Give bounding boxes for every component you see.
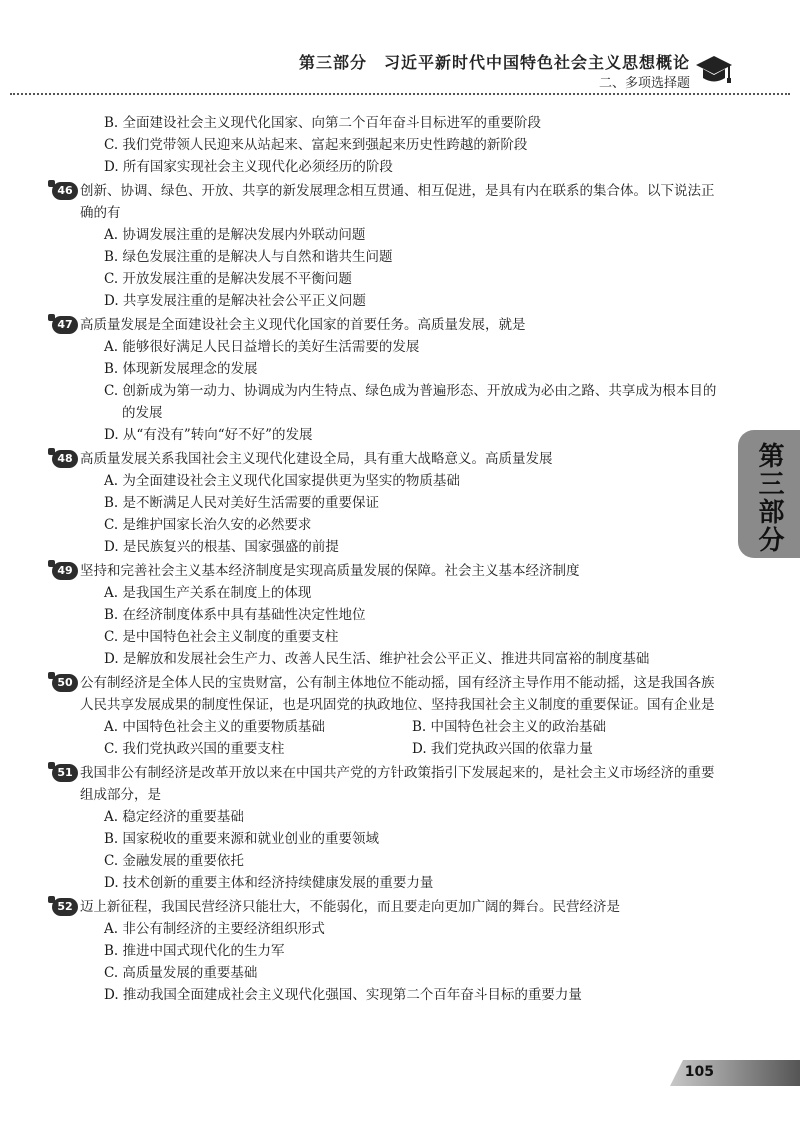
option: B. 国家税收的重要来源和就业创业的重要领域 bbox=[104, 831, 380, 847]
question-number-badge: 49 bbox=[52, 562, 78, 580]
question-number-badge: 47 bbox=[52, 316, 78, 334]
option: C. 金融发展的重要依托 bbox=[104, 853, 244, 869]
option: B. 全面建设社会主义现代化国家、向第二个百年奋斗目标进军的重要阶段 bbox=[104, 115, 542, 131]
option: D. 所有国家实现社会主义现代化必须经历的阶段 bbox=[104, 159, 393, 175]
question-stem: 高质量发展关系我国社会主义现代化建设全局，具有重大战略意义。高质量发展 bbox=[80, 451, 553, 467]
question-52 bbox=[57, 896, 720, 1006]
question-51 bbox=[57, 762, 720, 894]
option: B. 是不断满足人民对美好生活需要的重要保证 bbox=[104, 495, 380, 511]
question-stem: 公有制经济是全体人民的宝贵财富，公有制主体地位不能动摇，国有经济主导作用不能动摇，这是我国各族人民共享发展成果的制度性保证，也是巩固党的执政地位、坚持我国社会主义制度的重要保证。国有企业是 bbox=[80, 675, 715, 713]
option: B. 推进中国式现代化的生力军 bbox=[104, 943, 285, 959]
option: D. 我们党执政兴国的依靠力量 bbox=[412, 741, 593, 757]
header-title: 第三部分 习近平新时代中国特色社会主义思想概论 bbox=[298, 53, 690, 72]
option: D. 推动我国全面建成社会主义现代化强国、实现第二个百年奋斗目标的重要力量 bbox=[104, 987, 582, 1003]
option: D. 是解放和发展社会生产力、改善人民生活、维护社会公平正义、推进共同富裕的制度基础 bbox=[104, 651, 650, 667]
question-number-badge: 48 bbox=[52, 450, 78, 468]
option: A. 稳定经济的重要基础 bbox=[104, 809, 244, 825]
option: B. 体现新发展理念的发展 bbox=[104, 361, 258, 377]
option: A. 为全面建设社会主义现代化国家提供更为坚实的物质基础 bbox=[104, 473, 460, 489]
option: A. 非公有制经济的主要经济组织形式 bbox=[104, 921, 325, 937]
option: A. 协调发展注重的是解决发展内外联动问题 bbox=[104, 227, 366, 243]
option: C. 是中国特色社会主义制度的重要支柱 bbox=[104, 629, 339, 645]
header-subtitle: 二、多项选择题 bbox=[598, 76, 690, 91]
question-number-badge: 51 bbox=[52, 764, 78, 782]
option: C. 开放发展注重的是解决发展不平衡问题 bbox=[104, 271, 352, 287]
option: A. 中国特色社会主义的重要物质基础 bbox=[104, 719, 325, 735]
question-50 bbox=[57, 672, 720, 760]
option: C. 我们党执政兴国的重要支柱 bbox=[104, 741, 285, 757]
option: C. 高质量发展的重要基础 bbox=[104, 965, 258, 981]
question-47 bbox=[57, 314, 720, 446]
option-row bbox=[104, 738, 720, 760]
question-stem: 创新、协调、绿色、开放、共享的新发展理念相互贯通、相互促进，是具有内在联系的集合体。以下说法正确的有 bbox=[80, 183, 715, 221]
question-stem: 坚持和完善社会主义基本经济制度是实现高质量发展的保障。社会主义基本经济制度 bbox=[80, 563, 580, 579]
option: C. 创新成为第一动力、协调成为内生特点、绿色成为普遍形态、开放成为必由之路、共享成为根本目的的发展 bbox=[104, 383, 717, 421]
question-stem: 我国非公有制经济是改革开放以来在中国共产党的方针政策指引下发展起来的，是社会主义市场经济的重要组成部分，是 bbox=[80, 765, 715, 803]
option: A. 是我国生产关系在制度上的体现 bbox=[104, 585, 312, 601]
option: C. 我们党带领人民迎来从站起来、富起来到强起来历史性跨越的新阶段 bbox=[104, 137, 528, 153]
question-stem: 迈上新征程，我国民营经济只能壮大，不能弱化，而且要走向更加广阔的舞台。民营经济是 bbox=[80, 899, 620, 915]
option: B. 中国特色社会主义的政治基础 bbox=[412, 719, 607, 735]
option: D. 是民族复兴的根基、国家强盛的前提 bbox=[104, 539, 339, 555]
section-side-tab-label: 第三部分 bbox=[754, 442, 784, 554]
question-content bbox=[57, 112, 720, 1006]
section-side-tab bbox=[738, 430, 800, 558]
question-46 bbox=[57, 180, 720, 312]
header-divider bbox=[10, 93, 790, 95]
question-number-badge: 50 bbox=[52, 674, 78, 692]
option: B. 绿色发展注重的是解决人与自然和谐共生问题 bbox=[104, 249, 393, 265]
graduation-cap-icon bbox=[694, 52, 734, 88]
option: D. 技术创新的重要主体和经济持续健康发展的重要力量 bbox=[104, 875, 434, 891]
question-stem: 高质量发展是全面建设社会主义现代化国家的首要任务。高质量发展，就是 bbox=[80, 317, 526, 333]
option: A. 能够很好满足人民日益增长的美好生活需要的发展 bbox=[104, 339, 420, 355]
option: D. 从“有没有”转向“好不好”的发展 bbox=[104, 427, 313, 443]
option-row bbox=[104, 716, 720, 738]
carryover-options bbox=[80, 112, 720, 178]
option: B. 在经济制度体系中具有基础性决定性地位 bbox=[104, 607, 366, 623]
question-number-badge: 46 bbox=[52, 182, 78, 200]
question-number-badge: 52 bbox=[52, 898, 78, 916]
option: C. 是维护国家长治久安的必然要求 bbox=[104, 517, 312, 533]
question-49 bbox=[57, 560, 720, 670]
page-number: 105 bbox=[684, 1064, 714, 1080]
question-48 bbox=[57, 448, 720, 558]
option: D. 共享发展注重的是解决社会公平正义问题 bbox=[104, 293, 366, 309]
